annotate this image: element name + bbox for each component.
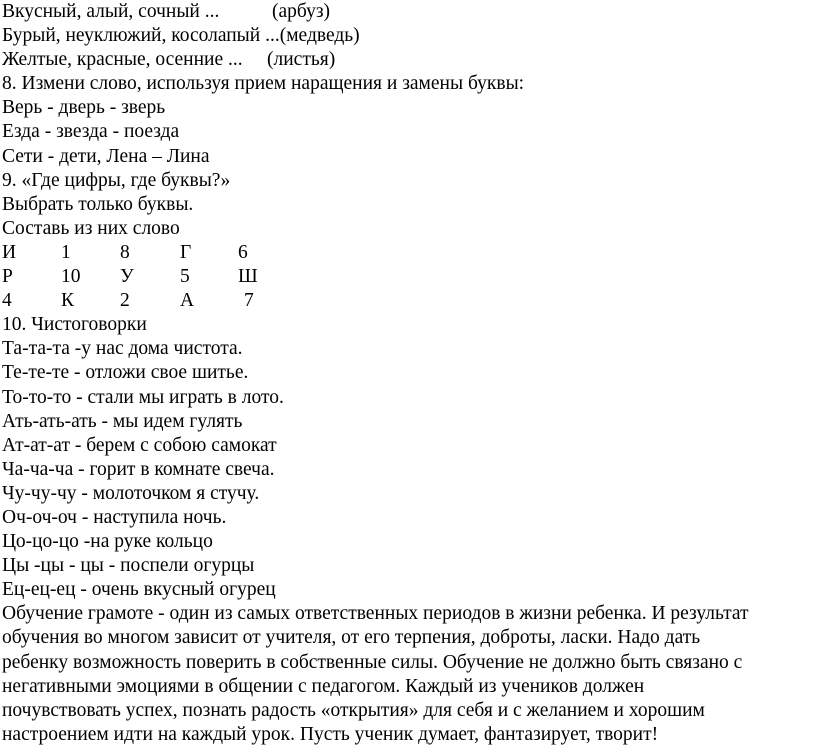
letter-grid-cell: 2 xyxy=(120,290,130,312)
paragraph-line: почувствовать успех, познать радость «открытия» для себя и с желанием и хорошим xyxy=(2,699,705,721)
tongue-twister-line: Ча-ча-ча - горит в комнате свеча. xyxy=(2,458,275,480)
letter-grid-cell: И xyxy=(2,241,17,263)
riddle-clue: Бурый, неуклюжий, косолапый ... xyxy=(2,25,280,47)
section-8-line: Верь - дверь - зверь xyxy=(2,97,166,119)
letter-grid-cell: 1 xyxy=(61,241,71,263)
letter-grid-cell: 10 xyxy=(61,266,81,288)
closing-paragraph xyxy=(2,602,814,747)
riddle-line xyxy=(2,48,814,72)
section-9-line: Выбрать только буквы. xyxy=(2,193,194,215)
riddle-line xyxy=(2,0,814,24)
section-10-heading: 10. Чистоговорки xyxy=(2,314,147,336)
tongue-twister-line: Цы -цы - цы - поспели огурцы xyxy=(2,555,255,577)
riddle-clue: Желтые, красные, осенние ... xyxy=(2,49,243,71)
paragraph-line: настроением идти на каждый урок. Пусть ученик думает, фантазирует, творит! xyxy=(2,723,659,745)
tongue-twister-line: Оч-оч-оч - наступила ночь. xyxy=(2,506,227,528)
section-9-heading: 9. «Где цифры, где буквы?» xyxy=(2,169,231,191)
tongue-twister-line: Чу-чу-чу - молоточком я стучу. xyxy=(2,482,260,504)
tongue-twister-line: Та-та-та -у нас дома чистота. xyxy=(2,338,243,360)
section-8-line: Езда - звезда - поезда xyxy=(2,121,180,143)
letter-grid-cell: Р xyxy=(2,266,13,288)
letter-grid-cell: 4 xyxy=(2,290,12,312)
section-8-line: Сети - дети, Лена – Лина xyxy=(2,145,210,167)
riddle-answer: (медведь) xyxy=(279,25,360,47)
paragraph-line: обучения во многом зависит от учителя, от его терпения, доброты, ласки. Надо дать xyxy=(2,627,701,649)
riddle-answer: (арбуз) xyxy=(272,1,331,22)
tongue-twister-line: Цо-цо-цо -на руке кольцо xyxy=(2,531,213,553)
section-9-line: Составь из них слово xyxy=(2,217,180,239)
letter-grid-cell: А xyxy=(180,290,195,312)
paragraph-line: ребенку возможность поверить в собственные силы. Обучение не должно быть связано с xyxy=(2,651,743,673)
letter-grid-cell: К xyxy=(61,290,75,312)
letter-grid-cell: У xyxy=(120,266,134,288)
paragraph-line: Обучение грамоте - один из самых ответственных периодов в жизни ребенка. И результат xyxy=(2,603,749,625)
letter-grid-row xyxy=(2,241,814,265)
section-8-heading: 8. Измени слово, используя прием наращения и замены буквы: xyxy=(2,73,525,95)
letter-grid-cell: Ш xyxy=(238,266,258,288)
tongue-twister-line: Ец-ец-ец - очень вкусный огурец xyxy=(2,579,276,601)
letter-grid-cell: Г xyxy=(180,241,192,263)
letter-grid-cell: 5 xyxy=(180,266,190,288)
tongue-twister-line: То-то-то - стали мы играть в лото. xyxy=(2,386,284,408)
letter-grid-cell: 7 xyxy=(244,290,254,312)
tongue-twister-line: Ат-ат-ат - берем с собою самокат xyxy=(2,434,277,456)
document-page xyxy=(2,0,814,747)
riddle-answer: (листья) xyxy=(267,49,336,71)
riddle-clue: Вкусный, алый, сочный ... xyxy=(2,1,220,22)
tongue-twister-line: Те-те-те - отложи свое шитье. xyxy=(2,362,249,384)
tongue-twister-line: Ать-ать-ать - мы идем гулять xyxy=(2,410,243,432)
letter-grid-row xyxy=(2,289,814,313)
paragraph-line: негативными эмоциями в общении с педагогом. Каждый из учеников должен xyxy=(2,675,645,697)
letter-grid-cell: 6 xyxy=(238,241,248,263)
letter-grid-row xyxy=(2,265,814,289)
riddle-line xyxy=(2,24,814,48)
letter-grid-cell: 8 xyxy=(120,241,130,263)
